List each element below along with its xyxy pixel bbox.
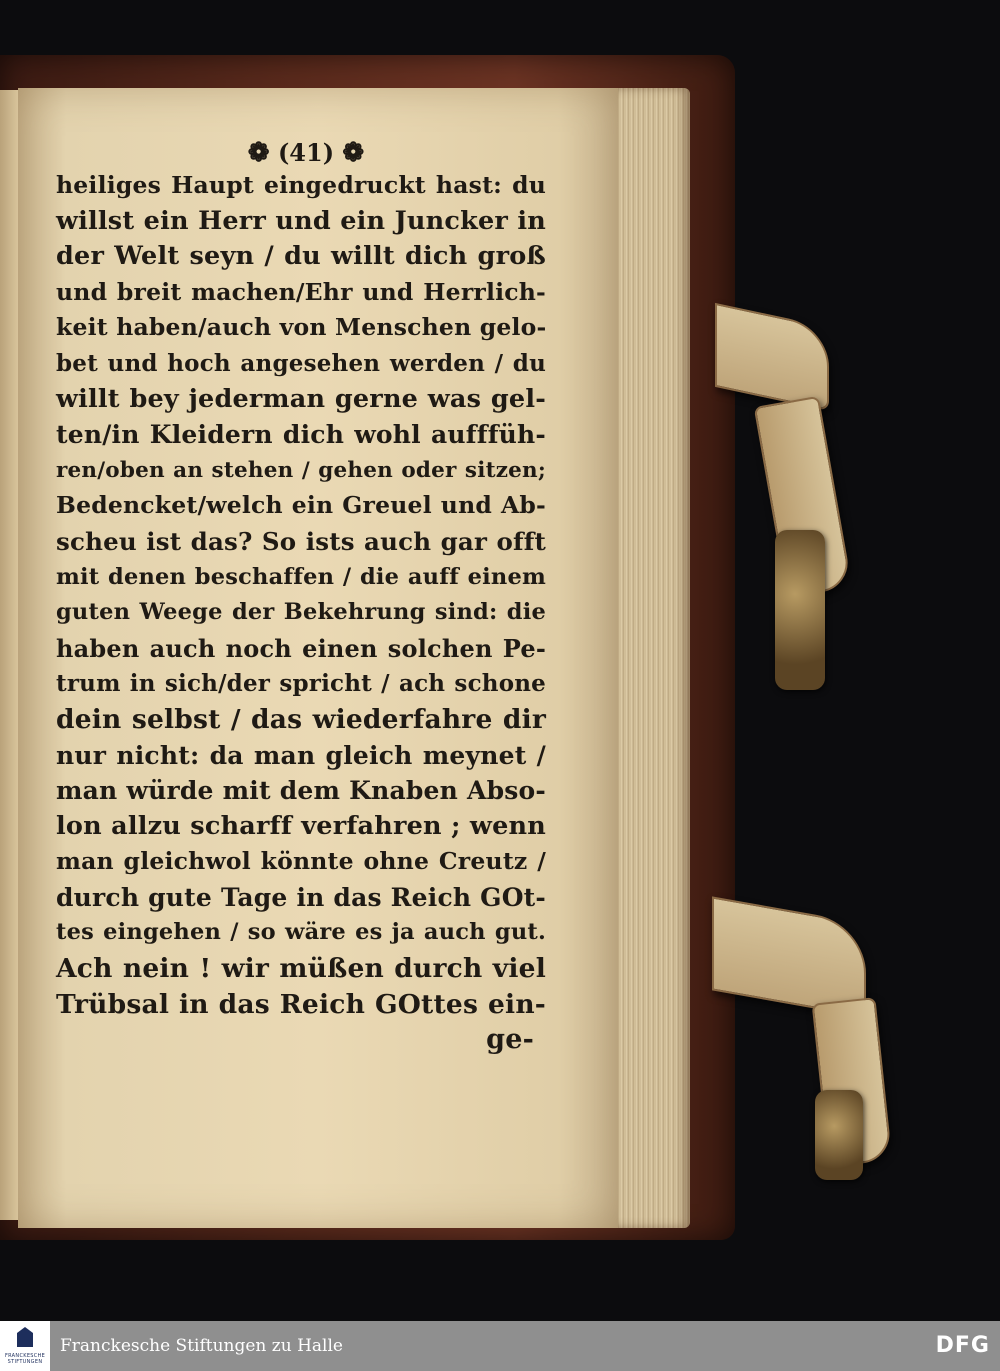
dfg-logo: DFG	[935, 1333, 990, 1358]
text-line: scheu ist das? So ists auch gar offt	[56, 526, 546, 556]
text-line: willt bey jederman gerne was gel-	[56, 383, 546, 414]
text-line: man gleichwol könnte ohne Creutz /	[56, 847, 546, 876]
text-line: ren/oben an stehen / gehen oder sitzen;	[56, 457, 546, 483]
franckesche-stiftungen-logo	[0, 1321, 50, 1371]
text-line: ten/in Kleidern dich wohl aufffüh-	[56, 420, 546, 450]
text-line: Bedencket/welch ein Greuel und Ab-	[56, 491, 546, 520]
page-header	[66, 138, 546, 168]
page-number: (41)	[277, 138, 335, 167]
text-line: willst ein Herr und ein Juncker in	[56, 205, 546, 236]
text-line: lon allzu scharff verfahren ; wenn	[56, 810, 546, 841]
text-line: durch gute Tage in das Reich GOt-	[56, 882, 547, 912]
building-icon	[17, 1327, 33, 1347]
text-line: dein selbst / das wiederfahre dir	[56, 703, 546, 735]
text-line: Trübsal in das Reich GOttes ein-	[56, 988, 546, 1020]
upper-clasp-metal	[775, 530, 825, 690]
lower-clasp-metal	[815, 1090, 863, 1180]
logo-text-line1: FRANCKESCHE	[4, 1353, 46, 1359]
text-line: haben auch noch einen solchen Pe-	[56, 633, 546, 663]
ornament-left-icon: ❁	[247, 138, 270, 168]
text-line: und breit machen/Ehr und Herrlich-	[56, 277, 546, 306]
text-lines	[56, 168, 546, 1022]
institution-label: Franckesche Stiftungen zu Halle	[60, 1336, 343, 1356]
text-line: der Welt seyn / du willt dich groß	[56, 241, 546, 272]
text-line: keit haben/auch von Menschen gelo-	[56, 313, 547, 342]
viewer-footer-bar	[0, 1321, 1000, 1371]
text-line: Ach nein ! wir müßen durch viel	[56, 953, 546, 985]
text-line: guten Weege der Bekehrung sind: die	[56, 599, 546, 626]
text-line: man würde mit dem Knaben Abso-	[56, 776, 546, 806]
left-page-edge	[0, 90, 18, 1220]
catchword: ge-	[486, 1024, 534, 1056]
text-line: heiliges Haupt eingedruckt hast: du	[56, 171, 546, 199]
ornament-right-icon: ❁	[342, 138, 365, 168]
book-page	[18, 88, 618, 1228]
lower-clasp-strap	[712, 896, 866, 1017]
page-text	[56, 138, 546, 1058]
text-line: bet und hoch angesehen werden / du	[56, 349, 546, 377]
text-line: mit denen beschaffen / die auff einem	[56, 563, 546, 590]
text-line: nur nicht: da man gleich meynet /	[56, 740, 546, 770]
logo-text-line2: STIFTUNGEN	[7, 1359, 43, 1365]
text-line: trum in sich/der spricht / ach schone	[56, 670, 546, 698]
text-line: tes eingehen / so wäre es ja auch gut.	[56, 919, 546, 946]
